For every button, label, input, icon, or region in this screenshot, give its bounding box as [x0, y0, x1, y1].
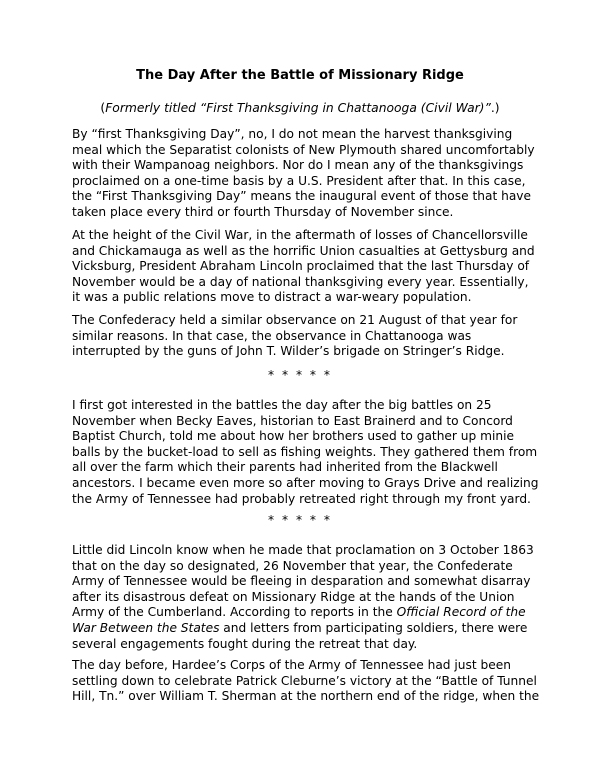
- paragraph-line: all over the farm which their parents had inherited from the Blackwell: [72, 460, 498, 475]
- paragraph-line: the “First Thanksgiving Day” means the inaugural event of those that have: [72, 189, 531, 204]
- paragraph-line: settling down to celebrate Patrick Cleburne’s victory at the “Battle of Tunnel: [72, 673, 537, 688]
- paragraph-4: [72, 398, 552, 507]
- paragraph-line: Hill, Tn.” over William T. Sherman at the northern end of the ridge, when the: [72, 689, 540, 704]
- paragraph-line: The day before, Hardee’s Corps of the Army of Tennessee had just been: [72, 658, 511, 672]
- paragraph-line: [72, 621, 552, 637]
- paragraph-line: proclaimed on a one-time basis by a U.S. President after that. In this case,: [72, 173, 526, 188]
- paragraph-5: [72, 543, 552, 652]
- paragraph-line: November would be a day of national thanksgiving every year. Essentially,: [72, 274, 529, 289]
- official-record-title: Official Record of the: [396, 605, 526, 620]
- paragraph-line: several engagements fought during the retreat that day.: [72, 636, 418, 651]
- line-text: Army of the Cumberland. According to reports in the: [72, 605, 397, 620]
- section-separator: * * * * *: [268, 513, 332, 527]
- document-title: The Day After the Battle of Missionary Ridge: [136, 68, 464, 83]
- paragraph-1: [72, 127, 552, 221]
- paragraph-line: The Confederacy held a similar observance on 21 August of that year for: [72, 313, 518, 327]
- paragraph-line: meal which the Separatist colonists of New Plymouth shared uncomfortably: [72, 142, 535, 157]
- paragraph-line: Vicksburg, President Abraham Lincoln proclaimed that the last Thursday of: [72, 259, 530, 274]
- paragraph-line: with their Wampanoag neighbors. Nor do I mean any of the thanksgivings: [72, 158, 524, 173]
- paragraph-line: similar reasons. In that case, the observance in Chattanooga was: [72, 328, 472, 343]
- paragraph-line: At the height of the Civil War, in the aftermath of losses of Chancellorsville: [72, 228, 528, 242]
- document-subtitle: [0, 100, 600, 116]
- subtitle-close: .): [490, 101, 500, 115]
- paragraph-line: ancestors. I became even more so after moving to Grays Drive and realizing: [72, 475, 539, 490]
- paragraph-line: taken place every third or fourth Thursday of November since.: [72, 204, 454, 219]
- paragraph-line: November when Becky Eaves, historian to East Brainerd and to Concord: [72, 413, 513, 428]
- paragraph-6: [72, 658, 552, 705]
- section-separator: * * * * *: [268, 368, 332, 382]
- paragraph-2: [72, 228, 552, 306]
- paragraph-line: Little did Lincoln know when he made that proclamation on 3 October 1863: [72, 543, 534, 557]
- paragraph-line: the Army of Tennessee had probably retreated right through my front yard.: [72, 491, 531, 506]
- paragraph-line: balls by the bucket-load to sell as fishing weights. They gathered them from: [72, 444, 538, 459]
- paragraph-line: and Chickamauga as well as the horrific Union casualties at Gettysburg and: [72, 243, 535, 258]
- paragraph-line: I first got interested in the battles the day after the big battles on 25: [72, 398, 492, 412]
- war-between-states-title: War Between the States: [72, 620, 220, 635]
- paragraph-3: [72, 313, 552, 360]
- subtitle-open: (: [100, 101, 106, 115]
- paragraph-line: Army of Tennessee would be fleeing in desparation and somewhat disarray: [72, 574, 531, 589]
- line-text: and letters from participating soldiers, there were: [219, 620, 528, 635]
- paragraph-line: interrupted by the guns of John T. Wilder’s brigade on Stringer’s Ridge.: [72, 344, 505, 359]
- paragraph-line: after its disastrous defeat on Missionary Ridge at the hands of the Union: [72, 589, 515, 604]
- paragraph-line: [72, 605, 552, 621]
- paragraph-line: Baptist Church, told me about how her brothers used to gather up minie: [72, 429, 515, 444]
- subtitle-italic: Formerly titled “First Thanksgiving in Chattanooga (Civil War)”: [105, 101, 491, 115]
- paragraph-line: By “first Thanksgiving Day”, no, I do not mean the harvest thanksgiving: [72, 127, 513, 141]
- paragraph-line: that on the day so designated, 26 November that year, the Confederate: [72, 558, 513, 573]
- paragraph-line: it was a public relations move to distract a war-weary population.: [72, 290, 472, 305]
